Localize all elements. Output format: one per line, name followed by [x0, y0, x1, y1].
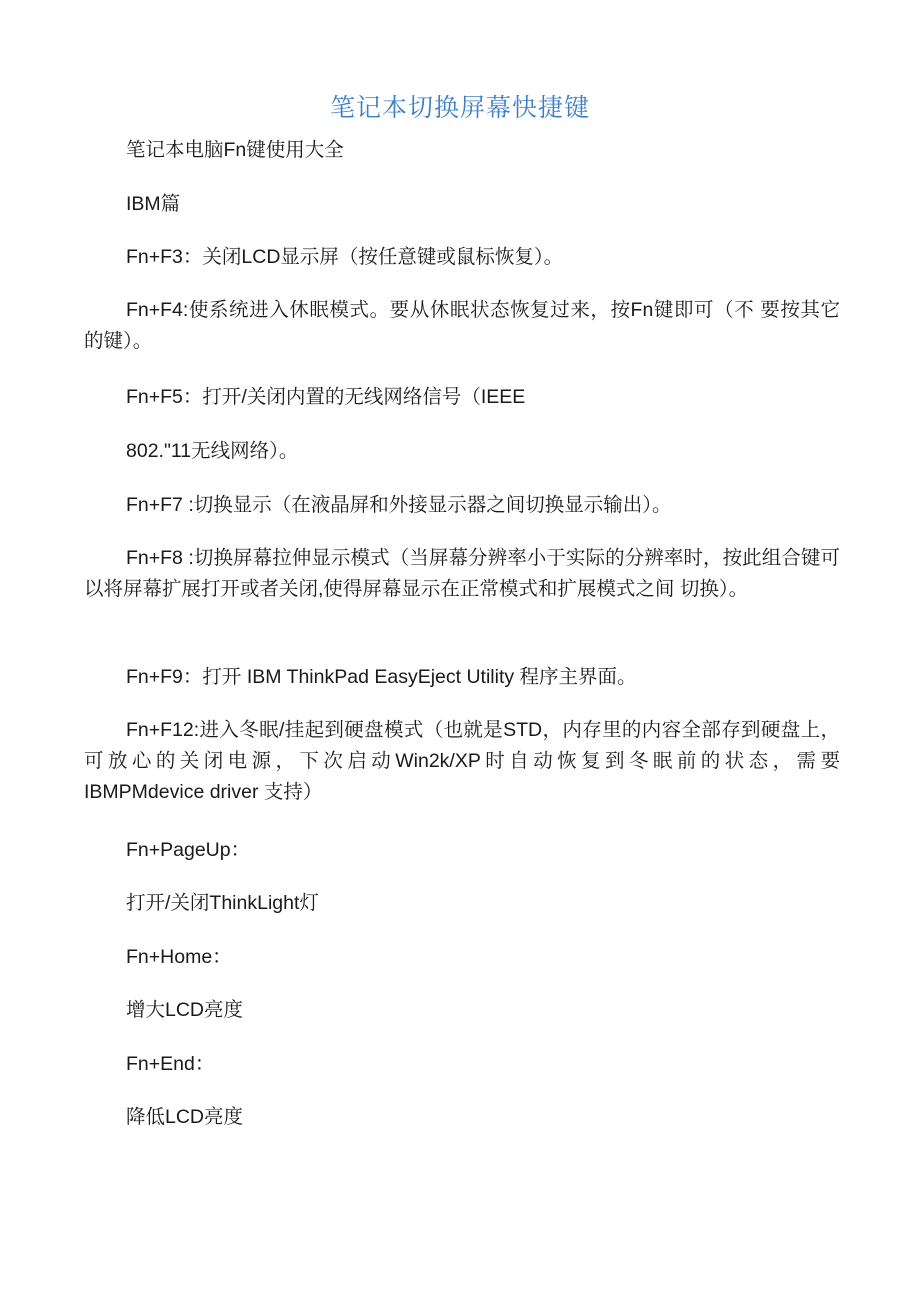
paragraph-fn-f5-cont: 802."11无线网络）。: [126, 440, 299, 462]
paragraph-fn-f12: Fn+F12:进入冬眠/挂起到硬盘模式（也就是STD，内存里的内容全部存到硬盘上，可放心的关闭电源，下次启动Win2k/XP时自动恢复到冬眠前的状态，需要 IBMPMdevice driver 支持）: [84, 719, 840, 803]
paragraph-fn-f8: Fn+F8 :切换屏幕拉伸显示模式（当屏幕分辨率小于实际的分辨率时，按此组合键可以将屏幕扩展打开或者关闭,使得屏幕显示在正常模式和扩展模式之间 切换）。: [84, 547, 840, 600]
document-title: 笔记本切换屏幕快捷键: [329, 93, 590, 122]
paragraph-intro: 笔记本电脑Fn键使用大全: [126, 139, 344, 161]
paragraph-fn-f3: Fn+F3：关闭LCD显示屏（按任意键或鼠标恢复）。: [126, 246, 564, 268]
paragraph-thinklight: 打开/关闭ThinkLight灯: [126, 892, 319, 914]
paragraph-fn-home: Fn+Home：: [126, 946, 232, 968]
paragraph-fn-f7: Fn+F7 :切换显示（在液晶屏和外接显示器之间切换显示输出）。: [126, 494, 672, 516]
paragraph-ibm-section: IBM篇: [126, 193, 181, 215]
paragraph-fn-end: Fn+End：: [126, 1053, 215, 1075]
paragraph-fn-f9: Fn+F9：打开 IBM ThinkPad EasyEject Utility 程序主界面。: [126, 666, 637, 688]
paragraph-increase-brightness: 增大LCD亮度: [126, 999, 244, 1021]
paragraph-fn-f4: Fn+F4:使系统进入休眠模式。要从休眠状态恢复过来，按Fn键即可（不 要按其它的键）。: [84, 299, 840, 352]
paragraph-fn-f5: Fn+F5：打开/关闭内置的无线网络信号（IEEE: [126, 386, 526, 408]
paragraph-decrease-brightness: 降低LCD亮度: [126, 1106, 244, 1128]
paragraph-fn-pageup: Fn+PageUp：: [126, 839, 251, 861]
